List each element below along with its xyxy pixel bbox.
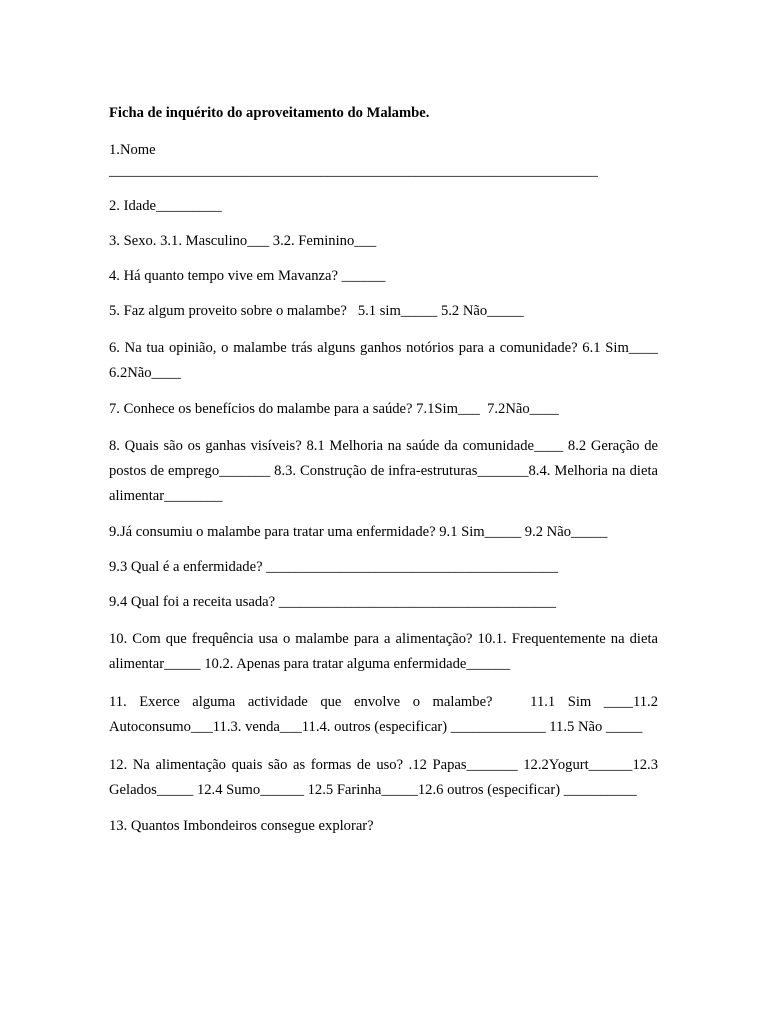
- question-9: 9.Já consumiu o malambe para tratar uma enfermidade? 9.1 Sim_____ 9.2 Não_____: [109, 524, 608, 540]
- question-9-3: 9.3 Qual é a enfermidade? ________________________________________: [109, 559, 559, 575]
- question-9-4: 9.4 Qual foi a receita usada? ______________________________________: [109, 594, 557, 610]
- question-5: 5. Faz algum proveito sobre o malambe? 5.1 sim_____ 5.2 Não_____: [109, 303, 524, 319]
- question-2: 2. Idade_________: [109, 198, 222, 214]
- question-6: 6. Na tua opinião, o malambe trás alguns ganhos notórios para a comunidade? 6.1 Sim____ 6.2Não____: [109, 340, 662, 381]
- question-13: 13. Quantos Imbondeiros consegue explorar?: [109, 818, 374, 834]
- question-12: 12. Na alimentação quais são as formas de uso? .12 Papas_______ 12.2Yogurt______12.3 Gelados_____ 12.4 Sumo______ 12.5 Farinha_____12.6 outros (especificar) __________: [109, 757, 662, 798]
- document-title: Ficha de inquérito do aproveitamento do Malambe.: [109, 105, 430, 121]
- questionnaire: [109, 103, 662, 851]
- question-3: 3. Sexo. 3.1. Masculino___ 3.2. Feminino___: [109, 233, 377, 249]
- question-8: 8. Quais são os ganhas visíveis? 8.1 Melhoria na saúde da comunidade____ 8.2 Geração de postos de emprego_______ 8.3. Construção de infra-estruturas_______8.4. Melhoria na dieta alimentar________: [109, 438, 662, 504]
- question-1-label: 1.Nome: [109, 142, 156, 158]
- question-4: 4. Há quanto tempo vive em Mavanza? ______: [109, 268, 386, 284]
- question-7: 7. Conhece os benefícios do malambe para a saúde? 7.1Sim___ 7.2Não____: [109, 401, 559, 417]
- question-1-answer-line: ___________________________________________________________________: [109, 163, 598, 179]
- question-10: 10. Com que frequência usa o malambe para a alimentação? 10.1. Frequentemente na dieta alimentar_____ 10.2. Apenas para tratar alguma enfermidade______: [109, 631, 662, 672]
- question-11: 11. Exerce alguma actividade que envolve o malambe? 11.1 Sim ____11.2 Autoconsumo___11.3. venda___11.4. outros (especificar) _____________ 11.5 Não _____: [109, 694, 661, 735]
